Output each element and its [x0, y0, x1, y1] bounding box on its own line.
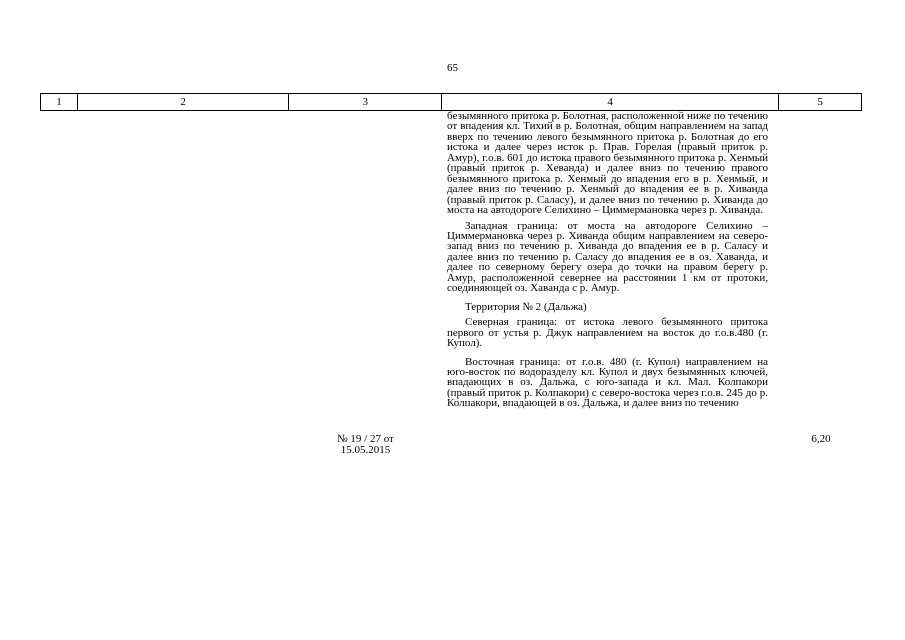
- header-col-2: 2: [78, 94, 289, 110]
- area-value: 6,20: [811, 433, 831, 445]
- table-header-row: [40, 93, 862, 111]
- header-col-5: 5: [817, 96, 823, 108]
- header-col-3: 3: [289, 94, 442, 110]
- north-border-paragraph: Северная граница: от истока левого безымянного притока первого от устья р. Джук направлением на восток до г.о.в.480 (г. Купол).: [447, 316, 768, 350]
- header-col-1: 1: [41, 94, 78, 110]
- continued-paragraph: безымянного притока р. Болотная, расположенной ниже по течению от впадения кл. Тихий в р. Болотная, общим направлением на запад вверх по течению левого безымянного притока р. Болотная до его истока и далее через исток р. Прав. Горелая (правый приток р. Амур), г.о.в. 601 до истока правого безымянного притока р. Хенмый (правый приток р. Хеванда) и далее вниз по течению правого безымянного притока р. Хенмый до впадения его в р. Хенмый, и далее вниз по течению р. Хенмый до впадения ее в р. Хиванда (правый приток р. Саласу), и далее вниз по течению р. Хиванда до моста на автодороге Селихино – Циммермановка через р. Хиванда.: [447, 110, 768, 217]
- reference-number: № 19 / 27 от: [337, 433, 394, 445]
- east-border-paragraph: Восточная граница: от г.о.в. 480 (г. Купол) направлением на юго-восток по водоразделу кл. Купол и двух безымянных ключей, впадающих в оз. Дальжа, с юго-запада и кл. Мал. Колпакори (правый приток р. Колпакори) с северо-востока через г.о.в. 245 до р. Колпакори, впадающей в оз. Дальжа, и далее вниз по течению: [447, 355, 768, 410]
- reference-date: 15.05.2015: [340, 443, 391, 456]
- header-col-4: 4: [442, 94, 779, 110]
- description-column: [447, 111, 768, 409]
- territory-title: Территория № 2 (Дальжа): [465, 300, 587, 313]
- page-number: 65: [447, 62, 458, 74]
- document-reference: [289, 434, 442, 455]
- west-border-paragraph: Западная граница: от моста на автодороге Селихино – Циммермановка через р. Хиванда общим направлением на северо-запад вниз по течению р. Хиванда до впадения ее в р. Саласу и далее вниз по течению р. Саласу до впадения ее в оз. Хаванда, и далее по северному берегу озера до точки на правом берегу р. Амур, расположенной севернее на расстоянии 1 км от протоки, соединяющей оз. Хаванда с р. Амур.: [447, 219, 768, 295]
